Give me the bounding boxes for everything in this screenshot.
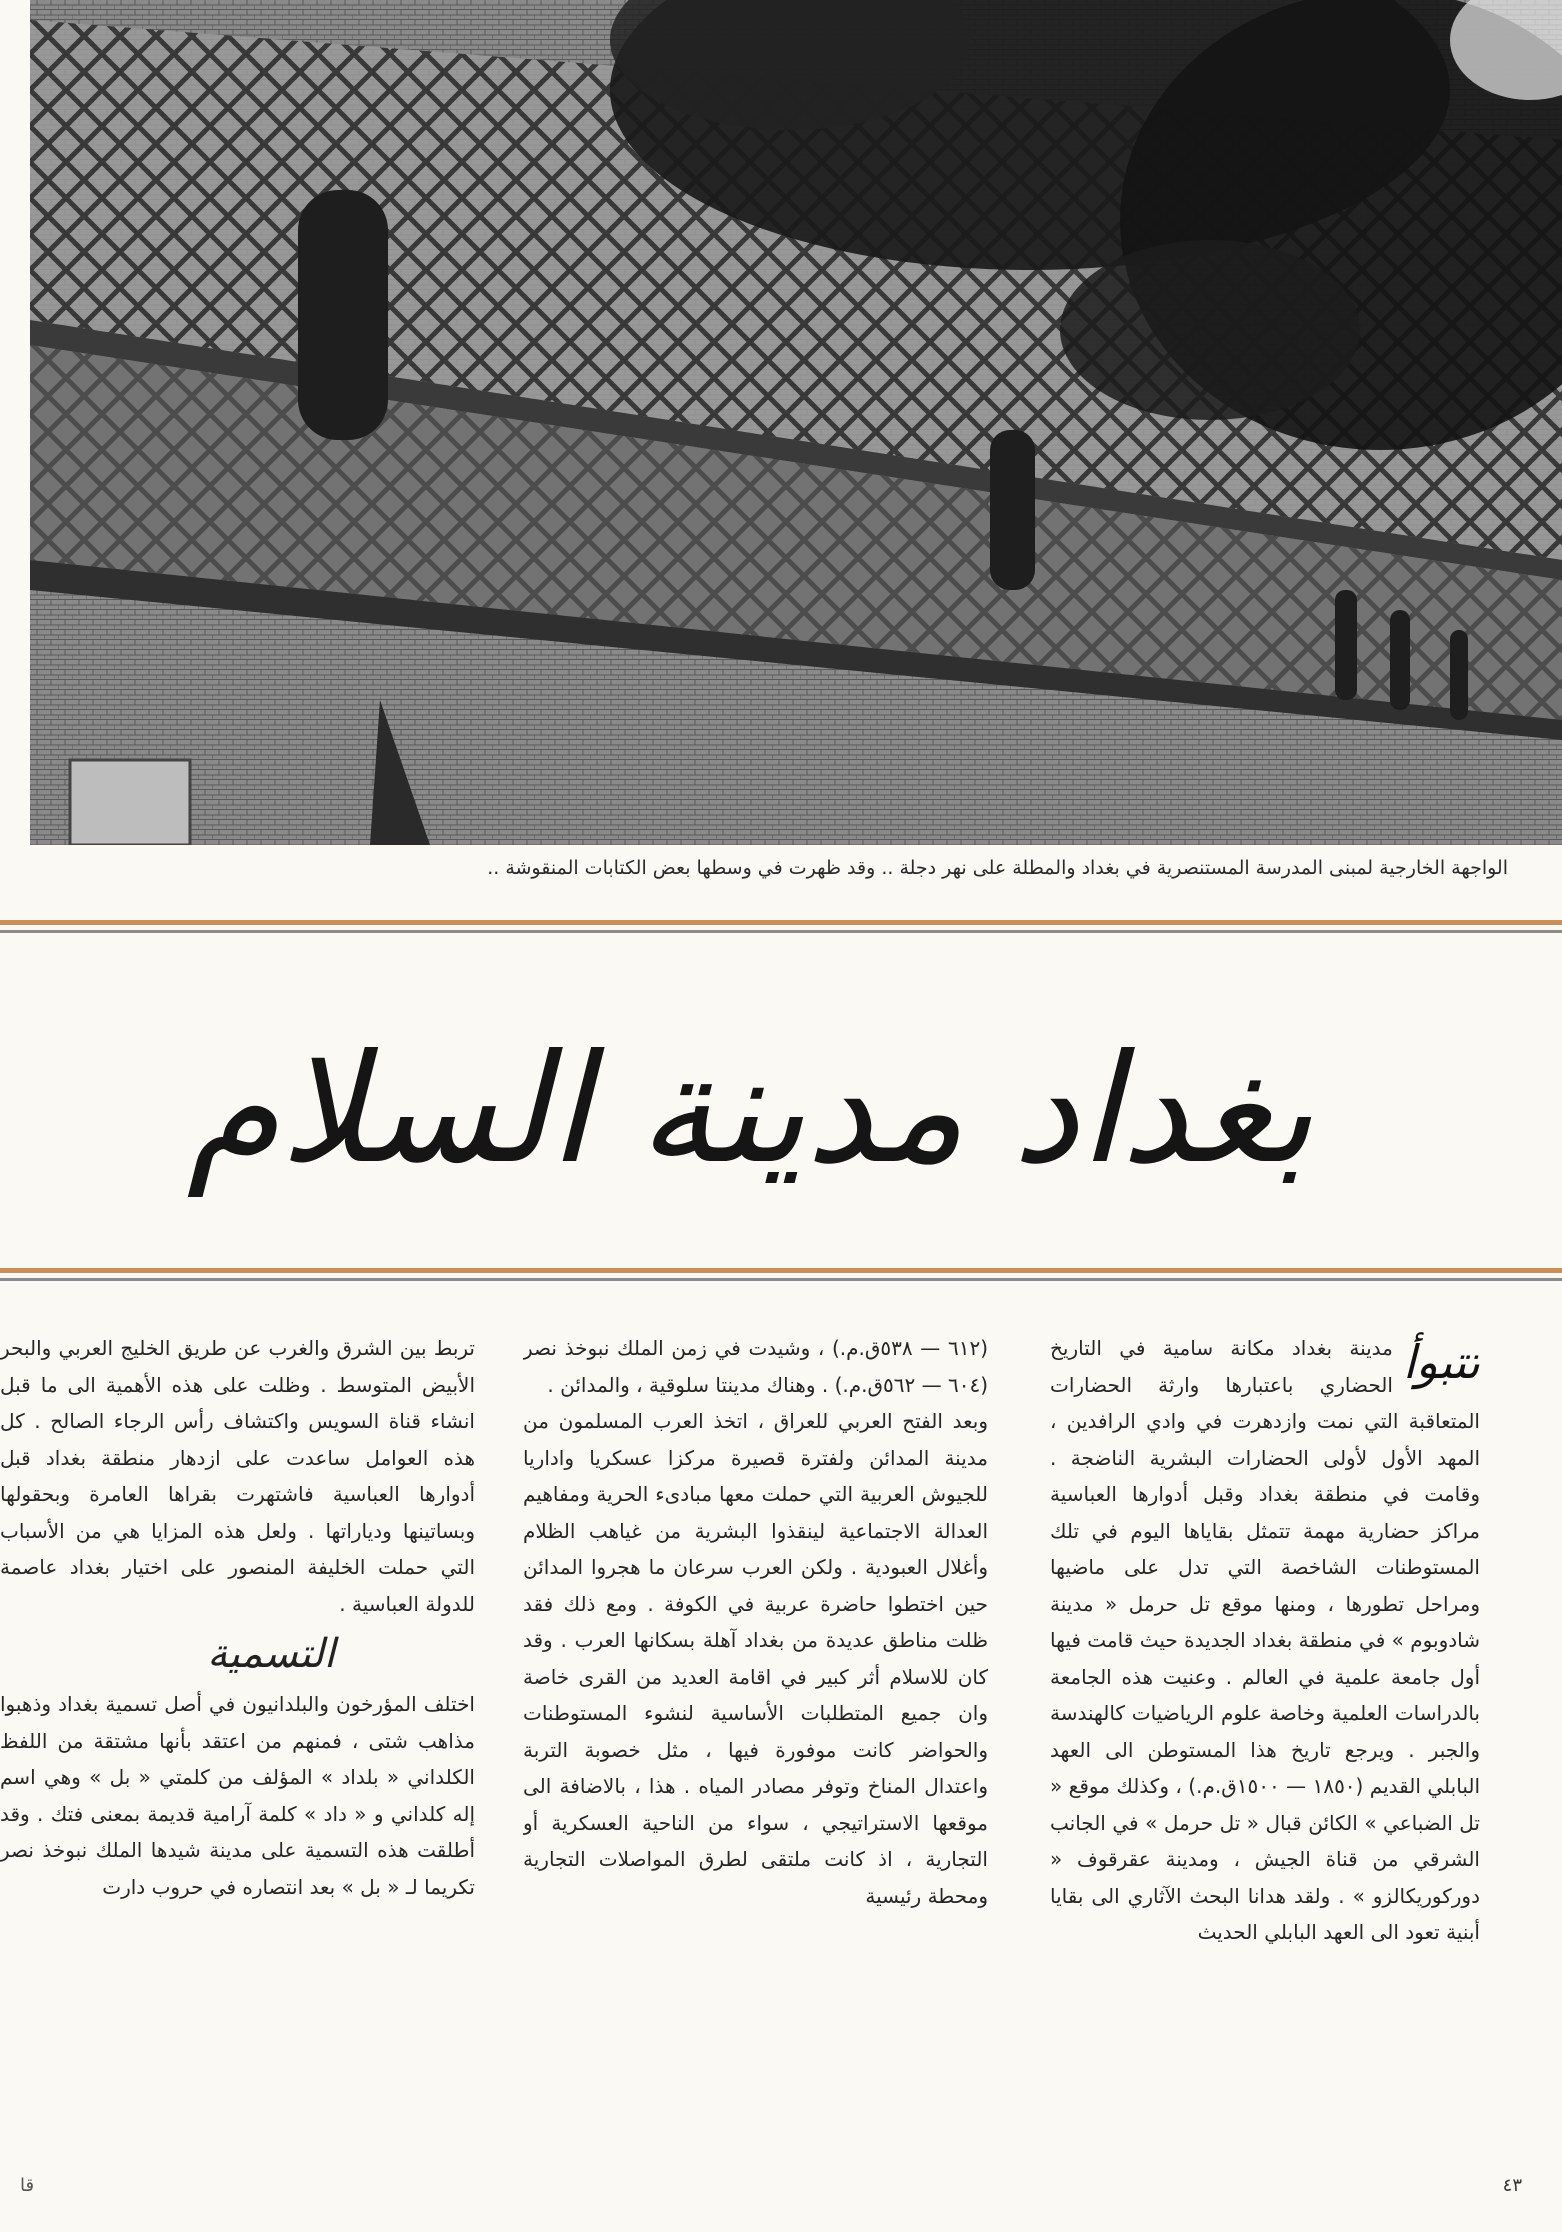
- drop-word: تتبوأ: [1402, 1335, 1480, 1389]
- top-divider: [0, 920, 1562, 933]
- corner-mark: قا: [20, 2175, 35, 2196]
- column-1-text: مدينة بغداد مكانة سامية في التاريخ الحضاري باعتبارها وارثة الحضارات المتعاقبة التي نمت وازدهرت في وادي الرافدين ، المهد الأول لأولى الحضارات البشرية الناضجة . وقامت في منطقة بغداد وقبل أدوارها العباسية مراكز حضارية مهمة تتمثل بقاياها اليوم في تلك المستوطنات الشاخصة التي تدل على ماضيها ومراحل تطورها ، ومنها موقع تل حرمل « مدينة شادوبوم » في منطقة بغداد الجديدة حيث قامت فيها أول جامعة علمية في العالم . وعنيت هذه الجامعة بالدراسات العلمية وخاصة علوم الرياضيات كالهندسة والجبر . ويرجع تاريخ هذا المستوطن الى العهد البابلي القديم (١٨٥٠ — ١٥٠٠ق.م.) ، وكذلك موقع « تل الضباعي » الكائن قبال « تل حرمل » في الجانب الشرقي من قناة الجيش ، ومدينة عقرقوف « دوركوريكالزو » . ولقد هدانا البحث الآثاري الى بقايا أبنية تعود الى العهد البابلي الحديث: [1050, 1336, 1480, 1944]
- text-column-3: [0, 1330, 475, 2150]
- madrasa-photo: [30, 0, 1562, 845]
- column-3-paragraph-1: تربط بين الشرق والغرب عن طريق الخليج العربي والبحر الأبيض المتوسط . وظلت على هذه الأهمية الى ما قبل انشاء قناة السويس واكتشاف رأس الرجاء الصالح . كل هذه العوامل ساعدت على ازدهار منطقة بغداد قبل أدوارها العباسية فاشتهرت بقراها العامرة وبحقولها وبساتينها ودياراتها . ولعل هذه المزايا هي من الأسباب التي حملت الخليفة المنصور على اختيار بغداد عاصمة للدولة العباسية .: [0, 1336, 475, 1616]
- photo-caption: الواجهة الخارجية لمبنى المدرسة المستنصرية في بغداد والمطلة على نهر دجلة .. وقد ظهرت في وسطها بعض الكتابات المنقوشة ..: [487, 857, 1508, 879]
- column-2-paragraph-1: (٦١٢ — ٥٣٨ق.م.) ، وشيدت في زمن الملك نبوخذ نصر (٦٠٤ — ٥٦٢ق.م.) . وهناك مدينتا سلوقية ، والمدائن .: [523, 1336, 988, 1397]
- text-column-1: [1050, 1330, 1480, 2150]
- text-column-2: [523, 1330, 988, 2150]
- article-title: بغداد مدينة السلام: [186, 1023, 1314, 1197]
- section-subheading: التسمية: [207, 1631, 335, 1677]
- column-3-paragraph-2: اختلف المؤرخون والبلدانيون في أصل تسمية بغداد وذهبوا مذاهب شتى ، فمنهم من اعتقد بأنها مشتقة من اللفظ الكلداني « بلداد » المؤلف من كلمتي « بل » وهي اسم إله كلداني و « داد » كلمة آرامية قديمة بمعنى فتك . وقد أطلقت هذه التسمية على مدينة شيدها الملك نبوخذ نصر تكريما لـ « بل » بعد انتصاره في حروب دارت: [0, 1692, 475, 1899]
- column-2-paragraph-2: وبعد الفتح العربي للعراق ، اتخذ العرب المسلمون من مدينة المدائن ولفترة قصيرة مركزا عسكريا واداريا للجيوش العربية التي حملت معها مبادىء الحرية ومفاهيم العدالة الاجتماعية لينقذوا البشرية من غياهب الظلام وأغلال العبودية . ولكن العرب سرعان ما هجروا المدائن حين اختطوا حاضرة عربية في الكوفة . ومع ذلك فقد ظلت مناطق عديدة من بغداد آهلة بسكانها العرب . وقد كان للاسلام أثر كبير في اقامة العديد من القرى خاصة وان جميع المتطلبات الأساسية لنشوء المستوطنات والحواضر كانت موفورة فيها ، مثل خصوبة التربة واعتدال المناخ وتوفر مصادر المياه . هذا ، بالاضافة الى موقعها الاستراتيجي ، سواء من الناحية العسكرية أو التجارية ، اذ كانت ملتقى لطرق المواصلات التجارية ومحطة رئيسية: [523, 1409, 988, 1908]
- title-divider: [0, 1268, 1562, 1281]
- page-number: ٤٣: [1502, 2175, 1522, 2196]
